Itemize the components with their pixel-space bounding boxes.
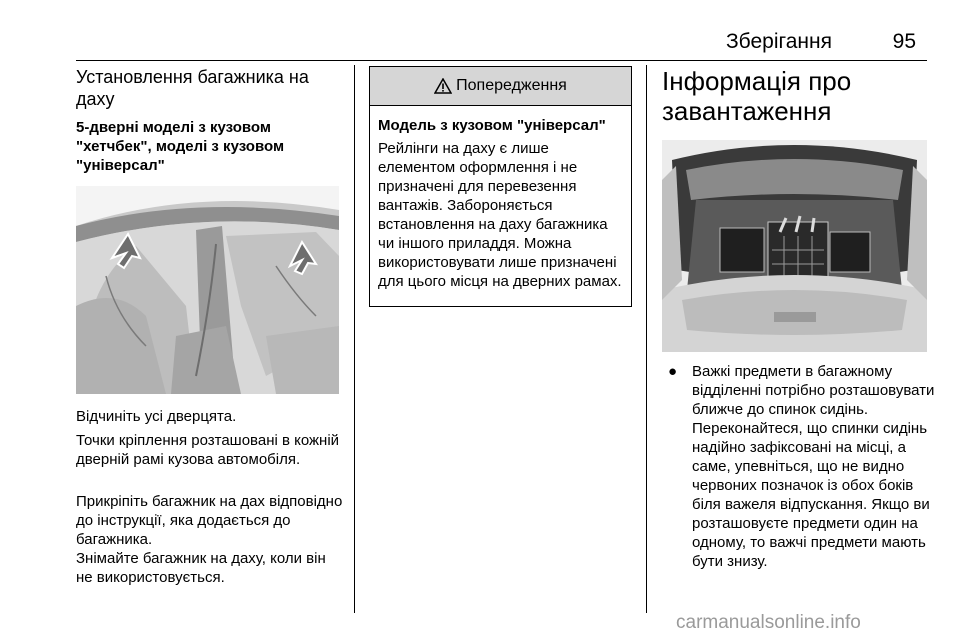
cargo-box bbox=[720, 228, 764, 272]
column-divider-2 bbox=[646, 65, 647, 613]
warning-body: Рейлінги на даху є лише елементом оформлення і не призначені для перевезення вантажів. Забороняється встановлення на даху багажника чи іншого приладдя. Можна використовувати лише призначені для цього місця на дверних рамах. bbox=[378, 140, 622, 290]
column-divider-1 bbox=[354, 65, 355, 613]
cargo-illustration bbox=[662, 140, 927, 352]
paragraph: Прикріпіть багажник на дах відповідно до інструкції, яка додається до багажника. bbox=[76, 493, 343, 548]
bullet-marker: ● bbox=[668, 363, 678, 380]
warning-subtitle: Модель з кузовом "універсал" bbox=[378, 117, 606, 134]
bullet-text: Важкі предмети в багажному відділенні потрібно розташовувати ближче до спинок сидінь. Переконайтеся, що спинки сидінь надійно зафіксовані на місці, а саме, упевніться, що не видно червоних позначок із обох боків біля важеля відпускання. Якщо ви розташовуєте предмети один на одному, то важчі предмети мають бути знизу. bbox=[692, 363, 935, 570]
loading-info-title: Інформація про завантаження bbox=[662, 66, 852, 126]
warning-header bbox=[370, 67, 631, 106]
page-number: 95 bbox=[892, 30, 916, 53]
section-title: Установлення багажника на даху bbox=[76, 67, 309, 109]
cargo-box bbox=[830, 232, 870, 272]
subsection-title: 5-дверні моделі з кузовом "хетчбек", моделі з кузовом "універсал" bbox=[76, 119, 285, 174]
warning-title: Попередження bbox=[456, 77, 567, 94]
warning-triangle-icon bbox=[434, 78, 452, 94]
paragraph: Відчиніть усі дверцята. bbox=[76, 408, 237, 425]
warning-box bbox=[369, 66, 632, 307]
roof-rack-illustration bbox=[76, 186, 339, 394]
cargo-figure bbox=[662, 140, 927, 352]
paragraph: Точки кріплення розташовані в кожній дверній рамі кузова автомобіля. bbox=[76, 432, 340, 468]
header-rule bbox=[76, 60, 927, 61]
page-header-title: Зберігання bbox=[726, 30, 832, 53]
watermark: carmanualsonline.info bbox=[676, 612, 861, 633]
roof-rack-figure bbox=[76, 186, 339, 394]
paragraph: Знімайте багажник на даху, коли він не використовується. bbox=[76, 550, 326, 586]
